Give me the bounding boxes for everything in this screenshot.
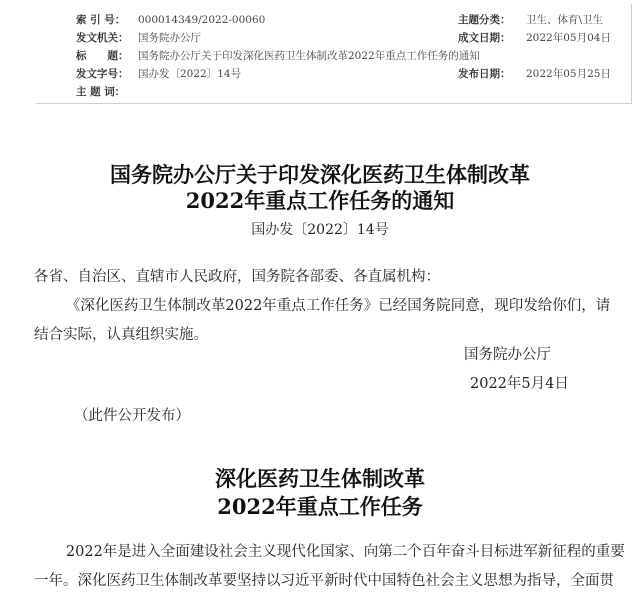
signature-date: 2022年5月4日 (470, 376, 569, 392)
attachment-intro: 2022年是进入全面建设社会主义现代化国家、向第二个百年奋斗目标进军新征程的重要一年。深化医药卫生体制改革要坚持以习近平新时代中国特色社会主义思想为指导，全面贯 (34, 544, 625, 589)
doc-number-value: 国办发〔2022〕14号 (138, 68, 242, 80)
issuer-value: 国务院办公厅 (138, 32, 201, 44)
published-date-value: 2022年05月25日 (526, 68, 611, 80)
title-value: 国务院办公厅关于印发深化医药卫生体制改革2022年重点工作任务的通知 (138, 50, 480, 62)
category-value: 卫生、体育\卫生 (526, 14, 604, 26)
title-label: 标 题： (76, 50, 129, 62)
publication-note: （此件公开发布） (74, 408, 190, 424)
written-date-label: 成文日期： (458, 32, 511, 44)
index-value: 000014349/2022-00060 (138, 14, 266, 26)
notice-body: 《深化医药卫生体制改革2022年重点工作任务》已经国务院同意，现印发给你们，请结合实际，认真组织实施。 (34, 298, 611, 343)
keywords-label: 主 题 词： (76, 86, 126, 98)
attachment-title-line1: 深化医药卫生体制改革 (215, 466, 425, 491)
doc-number-label: 发文字号： (76, 68, 129, 80)
signature: 国务院办公厅 (464, 347, 551, 363)
category-label: 主题分类： (458, 14, 511, 26)
written-date-value: 2022年05月04日 (526, 32, 611, 44)
index-label: 索 引 号： (76, 14, 126, 26)
attachment-title-line2: 2022年重点工作任务 (217, 494, 423, 519)
greeting: 各省、自治区、直辖市人民政府，国务院各部委、各直属机构： (34, 269, 440, 285)
notice-title-line2: 2022年重点工作任务的通知 (185, 188, 455, 213)
notice-title-line1: 国务院办公厅关于印发深化医药卫生体制改革 (110, 162, 530, 187)
published-date-label: 发布日期： (458, 68, 511, 80)
doc-number: 国办发〔2022〕14号 (251, 222, 389, 238)
issuer-label: 发文机关： (76, 32, 129, 44)
